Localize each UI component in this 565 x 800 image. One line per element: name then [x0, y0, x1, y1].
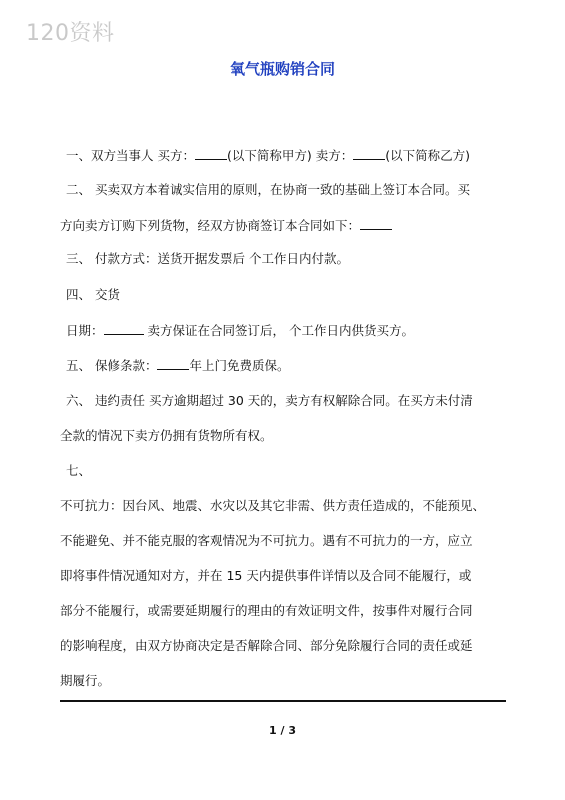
- blank-field: [104, 321, 144, 335]
- clause-6-liability-line-1: 六、 违约责任 买方逾期超过 30 天的，卖方有权解除合同。在买方未付清: [66, 393, 473, 408]
- force-majeure-line-1: 不可抗力：因台风、地震、水灾以及其它非需、供方责任造成的，不能预见、: [60, 498, 486, 513]
- clause-4-date: [66, 321, 414, 340]
- clause-2-line-2: [60, 216, 392, 235]
- blank-field: [360, 216, 392, 230]
- watermark-logo: 120资料: [26, 21, 115, 46]
- force-majeure-line-2: 不能避免、并不能克服的客观情况为不可抗力。遇有不可抗力的一方，应立: [60, 533, 473, 548]
- footer-divider: [60, 700, 506, 702]
- clause-5-warranty: [66, 356, 290, 375]
- clause-text: 卖方保证在合同签订后， 个工作日内供货买方。: [143, 323, 414, 338]
- blank-field: [353, 146, 385, 160]
- clause-2-line-1: 二、 买卖双方本着诚实信用的原则，在协商一致的基础上签订本合同。买: [66, 182, 470, 197]
- clause-text: (以下简称甲方) 卖方：: [226, 148, 354, 163]
- clause-4-delivery: 四、 交货: [66, 287, 120, 302]
- clause-7-heading: 七、: [66, 463, 92, 478]
- clause-text: (以下简称乙方): [385, 148, 470, 163]
- page-number: 1 / 3: [269, 724, 296, 737]
- clause-text: 五、 保修条款：: [66, 358, 158, 373]
- force-majeure-line-3: 即将事件情况通知对方，并在 15 天内提供事件详情以及合同不能履行，或: [60, 568, 472, 583]
- force-majeure-line-4: 部分不能履行，或需要延期履行的理由的有效证明文件，按事件对履行合同: [60, 603, 473, 618]
- blank-field: [195, 146, 227, 160]
- clause-text: 方向卖方订购下列货物，经双方协商签订本合同如下：: [60, 218, 361, 233]
- clause-text: 年上门免费质保。: [189, 358, 290, 373]
- clause-text: 一、双方当事人 买方：: [66, 148, 195, 163]
- force-majeure-line-5: 的影响程度，由双方协商决定是否解除合同、部分免除履行合同的责任或延: [60, 638, 473, 653]
- document-title: 氧气瓶购销合同: [229, 60, 335, 78]
- force-majeure-line-6: 期履行。: [60, 673, 111, 688]
- clause-text: 日期：: [66, 323, 104, 338]
- blank-field: [157, 356, 189, 370]
- clause-3-payment: 三、 付款方式：送货开据发票后 个工作日内付款。: [66, 251, 349, 266]
- clause-1-parties: [66, 146, 470, 165]
- clause-6-liability-line-2: 全款的情况下卖方仍拥有货物所有权。: [60, 428, 273, 443]
